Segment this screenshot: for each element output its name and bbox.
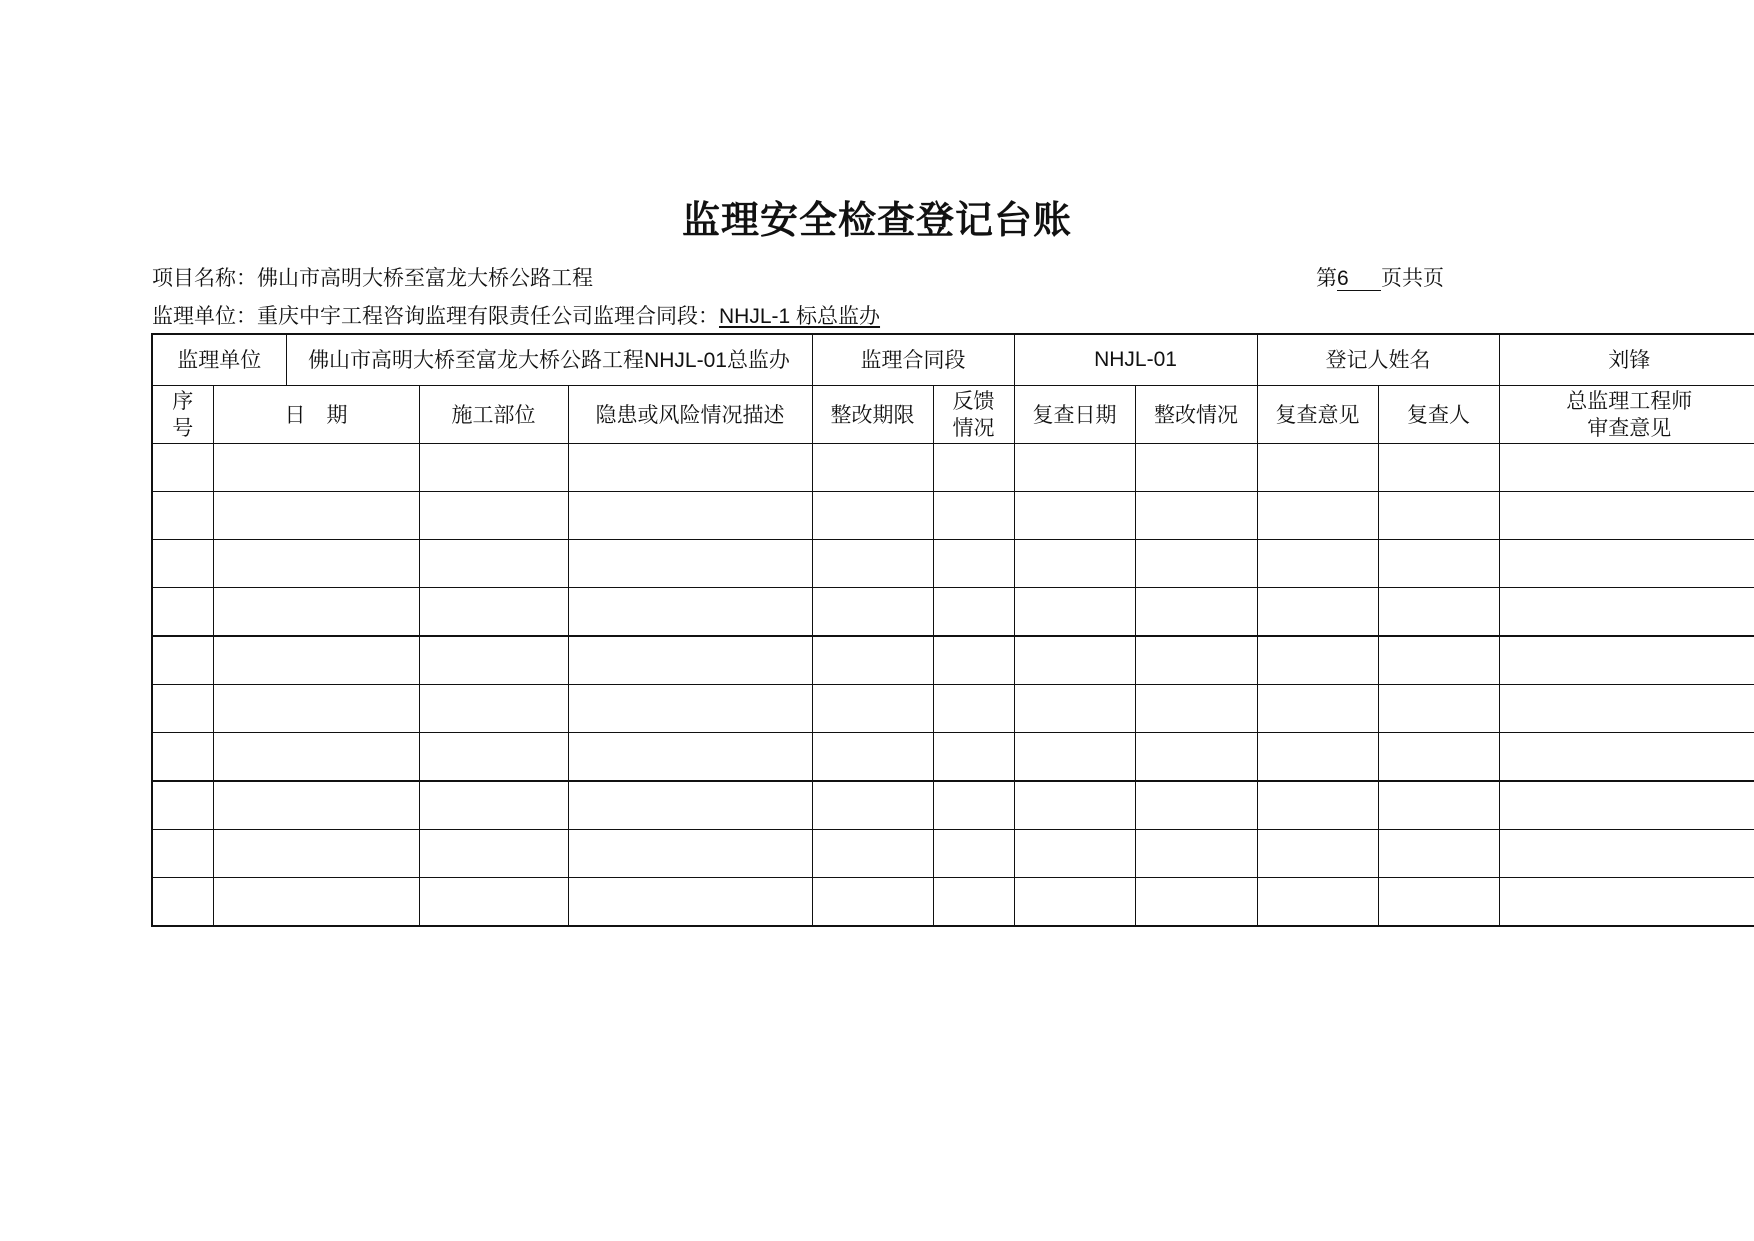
col-reviewer: 复查人: [1378, 386, 1499, 444]
table-cell: [812, 636, 933, 685]
project-label: 项目名称：: [152, 266, 257, 290]
table-cell: [1257, 830, 1378, 878]
table-cell: [933, 636, 1014, 685]
project-name: 佛山市高明大桥至富龙大桥公路工程: [257, 266, 593, 290]
contract-value-cell: NHJL-01: [1014, 334, 1257, 386]
table-cell: [1499, 636, 1754, 685]
table-cell: [1014, 878, 1135, 927]
table-cell: [152, 540, 213, 588]
table-cell: [213, 733, 419, 782]
table-cell: [419, 492, 568, 540]
table-cell: [152, 444, 213, 492]
table-cell: [812, 588, 933, 637]
col-location: 施工部位: [419, 386, 568, 444]
table-cell: [152, 492, 213, 540]
table-cell: [933, 492, 1014, 540]
table-cell: [812, 781, 933, 830]
contract-label-cell: 监理合同段: [812, 334, 1014, 386]
col-rectification: 整改情况: [1135, 386, 1257, 444]
table-cell: [1499, 781, 1754, 830]
table-cell: [1135, 733, 1257, 782]
table-cell: [1135, 830, 1257, 878]
table-cell: [933, 733, 1014, 782]
column-header-row: [152, 386, 1754, 444]
col-description: 隐患或风险情况描述: [568, 386, 812, 444]
unit-label: 监理单位：: [152, 304, 257, 328]
table-cell: [1135, 685, 1257, 733]
table-cell: [568, 540, 812, 588]
document-title: 监理安全检查登记台账: [681, 198, 1072, 242]
table-cell: [213, 878, 419, 927]
table-cell: [1014, 685, 1135, 733]
table-cell: [152, 781, 213, 830]
table-cell: [152, 878, 213, 927]
table-cell: [419, 540, 568, 588]
table-cell: [812, 492, 933, 540]
table-cell: [213, 540, 419, 588]
table-cell: [1378, 830, 1499, 878]
table-cell: [933, 878, 1014, 927]
registrar-name-cell: 刘锋: [1499, 334, 1754, 386]
unit-value-suffix: 总监办: [726, 347, 790, 372]
table-cell: [1378, 685, 1499, 733]
table-cell: [933, 781, 1014, 830]
table-cell: [152, 685, 213, 733]
table-cell: [1257, 444, 1378, 492]
table-cell: [419, 830, 568, 878]
table-cell: [419, 685, 568, 733]
table-cell: [1499, 685, 1754, 733]
table-cell: [1499, 444, 1754, 492]
table-cell: [568, 878, 812, 927]
unit-label-cell: 监理单位: [152, 334, 286, 386]
table-cell: [1499, 588, 1754, 637]
table-cell: [213, 781, 419, 830]
table-cell: [812, 444, 933, 492]
table-cell: [1135, 588, 1257, 637]
table-cell: [1014, 636, 1135, 685]
table-cell: [1257, 733, 1378, 782]
table-cell: [1014, 444, 1135, 492]
col-seq: 序 号: [152, 386, 213, 444]
table-row: [152, 540, 1754, 588]
table-cell: [1257, 636, 1378, 685]
inspection-ledger-table: [151, 333, 1754, 927]
table-cell: [1257, 492, 1378, 540]
table-cell: [213, 588, 419, 637]
table-cell: [812, 830, 933, 878]
table-cell: [1378, 588, 1499, 637]
page-indicator: [1316, 264, 1444, 292]
table-cell: [1014, 781, 1135, 830]
table-row: [152, 830, 1754, 878]
table-cell: [419, 781, 568, 830]
table-cell: [213, 685, 419, 733]
table-cell: [213, 492, 419, 540]
contract-label: 监理合同段：: [593, 304, 719, 328]
table-cell: [213, 444, 419, 492]
table-cell: [1257, 781, 1378, 830]
table-cell: [1378, 878, 1499, 927]
table-cell: [568, 781, 812, 830]
table-cell: [812, 540, 933, 588]
table-cell: [812, 733, 933, 782]
table-cell: [1378, 444, 1499, 492]
table-cell: [1378, 781, 1499, 830]
info-row: [152, 334, 1754, 386]
table-cell: [1499, 540, 1754, 588]
table-cell: [933, 444, 1014, 492]
table-cell: [152, 733, 213, 782]
table-row: [152, 492, 1754, 540]
table-row: [152, 685, 1754, 733]
table-cell: [1499, 492, 1754, 540]
table-cell: [1014, 830, 1135, 878]
table-cell: [1135, 444, 1257, 492]
contract-code: NHJL-1 标总监办: [719, 305, 881, 328]
table-cell: [152, 636, 213, 685]
table-cell: [812, 685, 933, 733]
table-cell: [933, 685, 1014, 733]
table-cell: [1378, 492, 1499, 540]
unit-value-code: NHJL-01: [644, 348, 727, 372]
table-cell: [933, 588, 1014, 637]
table-cell: [1378, 540, 1499, 588]
table-cell: [568, 588, 812, 637]
table-cell: [1135, 781, 1257, 830]
table-cell: [568, 830, 812, 878]
table-cell: [933, 540, 1014, 588]
page-number: 6: [1337, 268, 1381, 291]
table-cell: [419, 878, 568, 927]
col-feedback: 反馈 情况: [933, 386, 1014, 444]
ledger-body: [152, 444, 1754, 927]
unit-value-prefix: 佛山市高明大桥至富龙大桥公路工程: [308, 347, 645, 372]
table-cell: [1135, 636, 1257, 685]
table-row: [152, 733, 1754, 782]
table-cell: [1257, 588, 1378, 637]
table-cell: [419, 444, 568, 492]
table-cell: [1014, 492, 1135, 540]
table-cell: [1014, 540, 1135, 588]
registrar-label-cell: 登记人姓名: [1257, 334, 1499, 386]
table-row: [152, 781, 1754, 830]
table-cell: [568, 733, 812, 782]
table-cell: [1014, 733, 1135, 782]
contract-value: [719, 304, 880, 328]
col-date: 日 期: [213, 386, 419, 444]
table-cell: [419, 733, 568, 782]
table-cell: [812, 878, 933, 927]
table-row: [152, 444, 1754, 492]
table-cell: [1499, 830, 1754, 878]
table-row: [152, 878, 1754, 927]
project-info-line: [152, 264, 593, 292]
col-deadline: 整改期限: [812, 386, 933, 444]
table-row: [152, 588, 1754, 637]
table-cell: [1257, 878, 1378, 927]
page-prefix: 第: [1316, 266, 1337, 290]
unit-info-line: [152, 302, 880, 331]
table-cell: [1378, 636, 1499, 685]
table-cell: [568, 492, 812, 540]
table-cell: [933, 830, 1014, 878]
table-cell: [213, 830, 419, 878]
table-cell: [213, 636, 419, 685]
table-cell: [1257, 685, 1378, 733]
table-cell: [1378, 733, 1499, 782]
page-suffix: 页共页: [1381, 266, 1444, 290]
table-cell: [419, 588, 568, 637]
table-cell: [1135, 492, 1257, 540]
table-cell: [568, 685, 812, 733]
table-cell: [1135, 540, 1257, 588]
col-review-date: 复查日期: [1014, 386, 1135, 444]
unit-name: 重庆中宇工程咨询监理有限责任公司: [257, 304, 593, 328]
table-cell: [1014, 588, 1135, 637]
table-cell: [568, 444, 812, 492]
table-cell: [1135, 878, 1257, 927]
table-row: [152, 636, 1754, 685]
table-cell: [1499, 878, 1754, 927]
table-cell: [568, 636, 812, 685]
table-cell: [1257, 540, 1378, 588]
unit-value-cell: [286, 334, 812, 386]
table-cell: [419, 636, 568, 685]
col-chief-opinion: 总监理工程师 审查意见: [1499, 386, 1754, 444]
col-review-opinion: 复查意见: [1257, 386, 1378, 444]
table-cell: [152, 588, 213, 637]
table-cell: [1499, 733, 1754, 782]
table-cell: [152, 830, 213, 878]
